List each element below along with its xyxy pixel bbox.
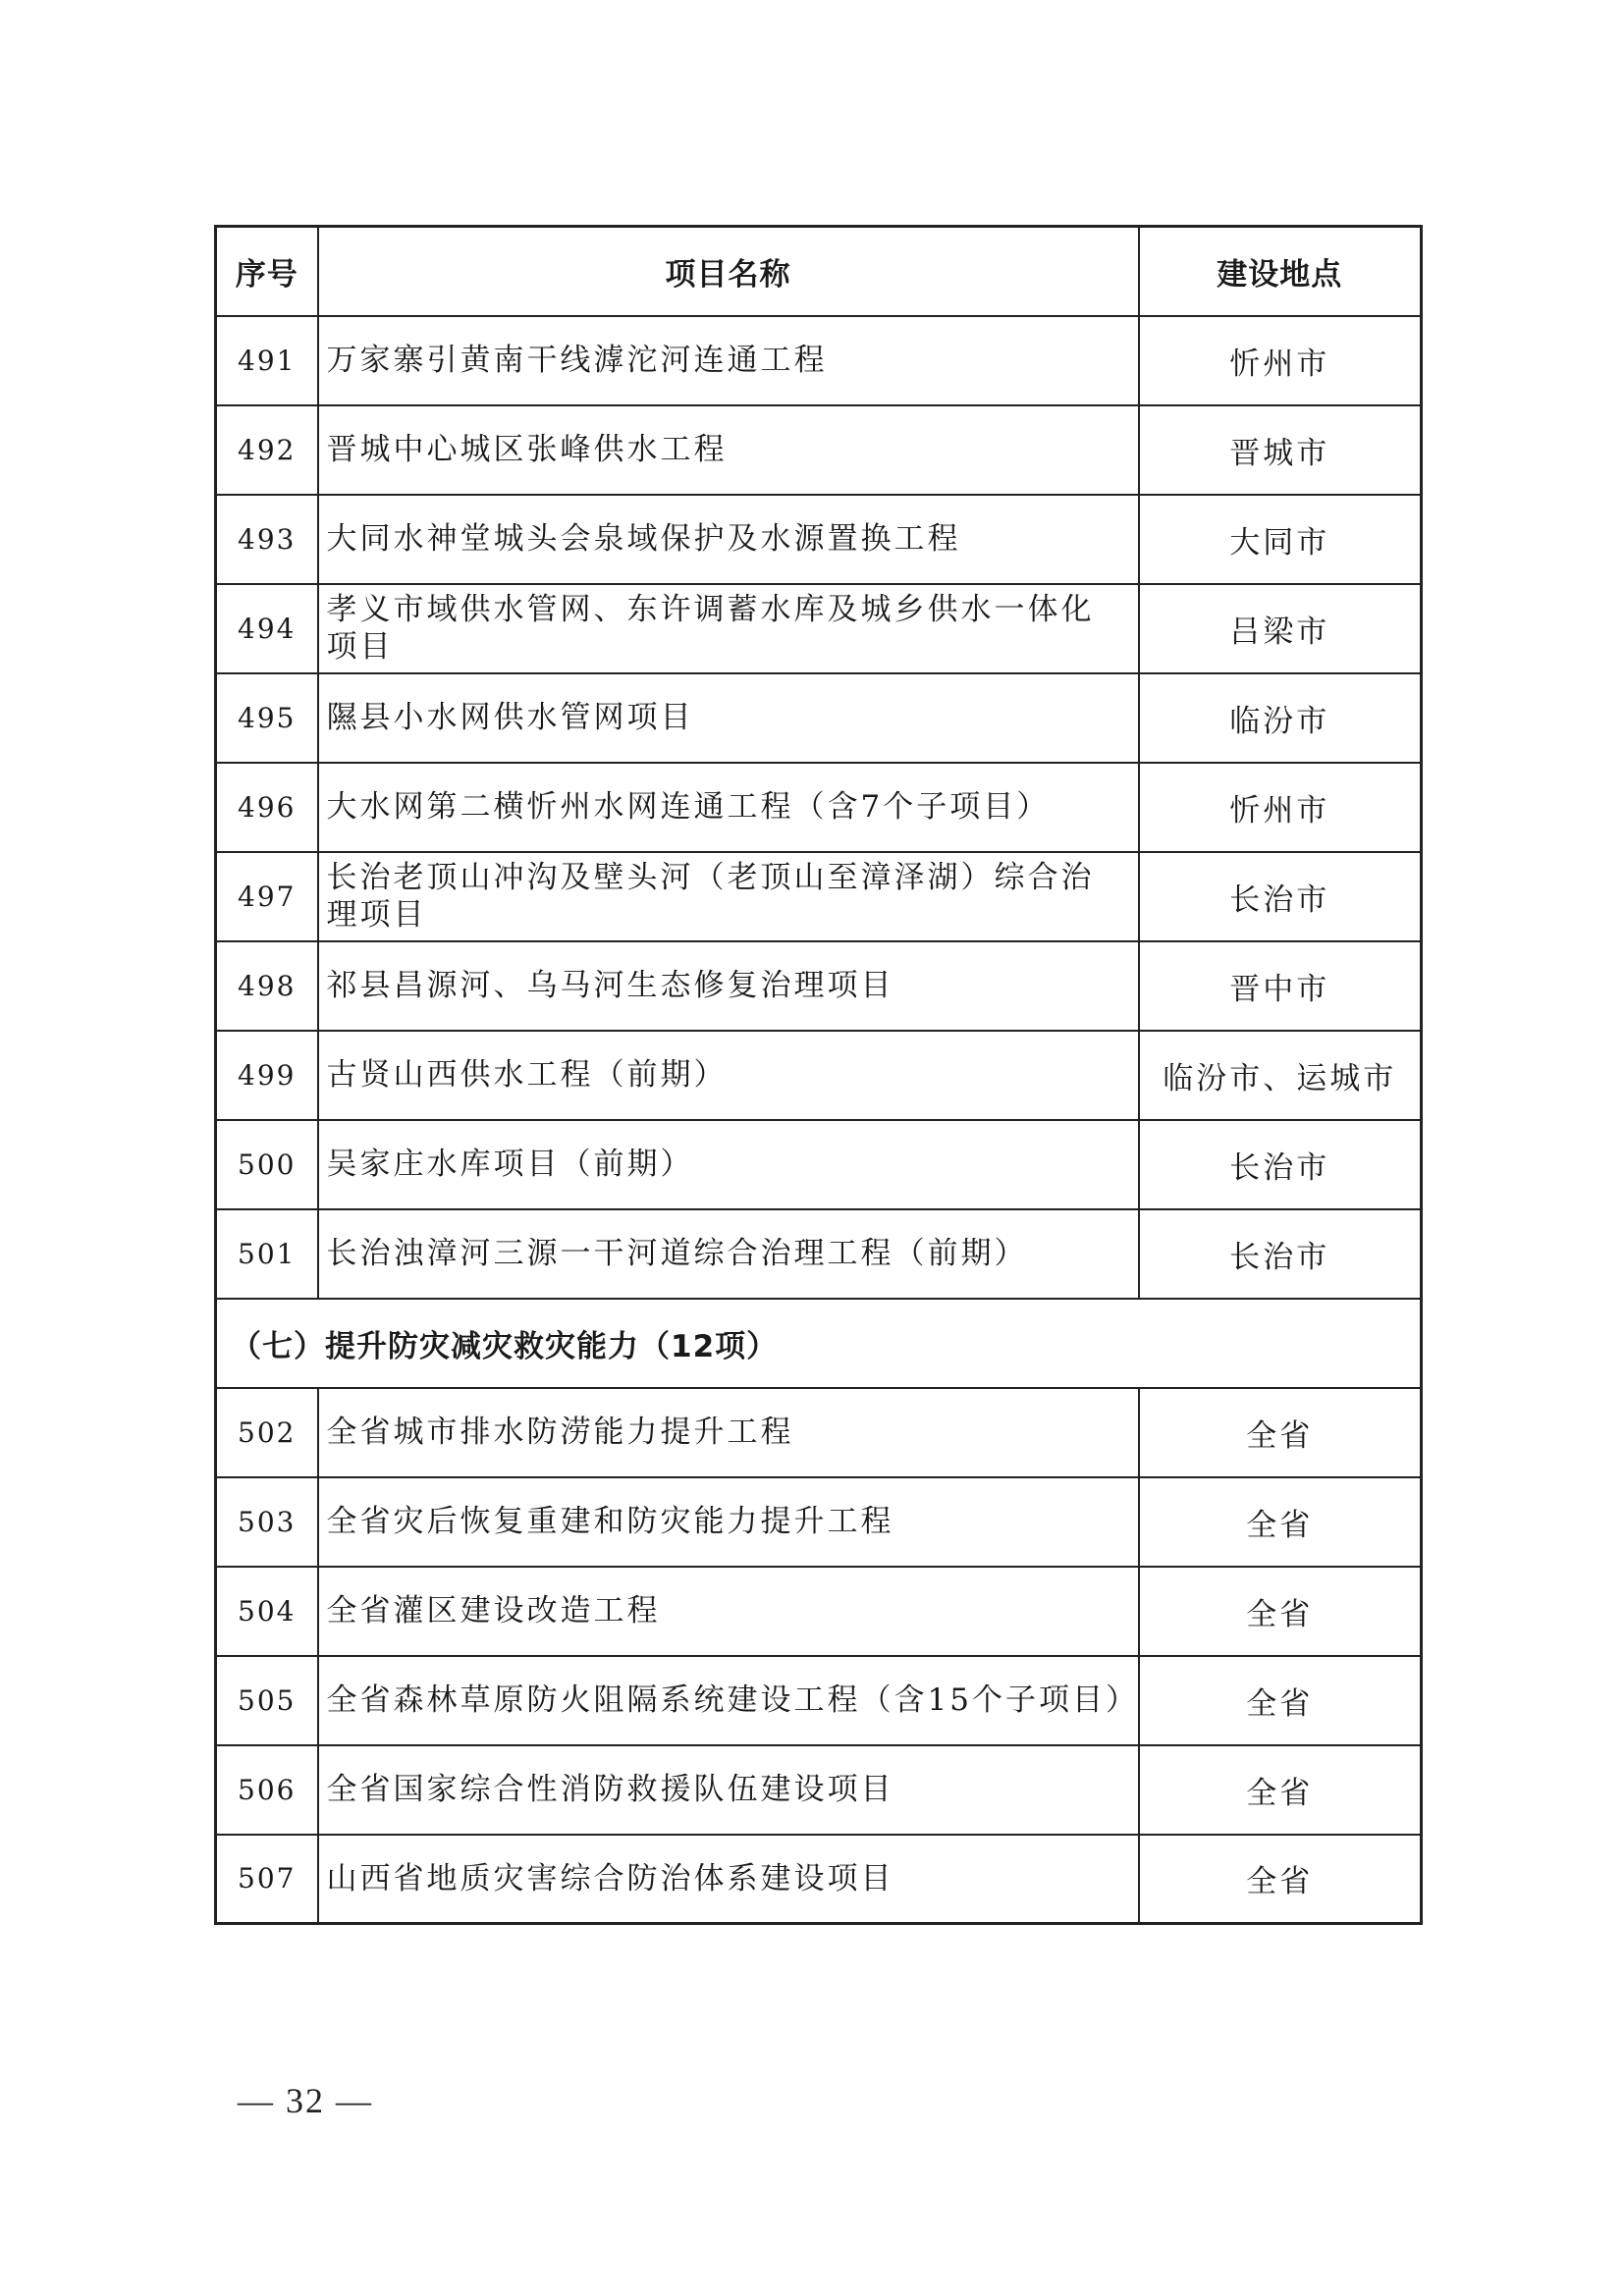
row-serial-number: 502 [216, 1388, 318, 1477]
project-table [214, 225, 1423, 1925]
table-row [216, 1477, 1422, 1567]
table-row [216, 1656, 1422, 1745]
section-title: （七）提升防灾减灾救灾能力（12项） [216, 1299, 1422, 1388]
row-project-name: 全省灌区建设改造工程 [318, 1567, 1139, 1656]
row-serial-number: 507 [216, 1835, 318, 1924]
row-serial-number: 503 [216, 1477, 318, 1567]
table-row [216, 405, 1422, 495]
table-body-after [216, 1388, 1422, 1924]
row-serial-number: 497 [216, 852, 318, 941]
table-row [216, 316, 1422, 405]
table-row [216, 1209, 1422, 1299]
row-project-name: 全省灾后恢复重建和防灾能力提升工程 [318, 1477, 1139, 1567]
table-body-before [216, 316, 1422, 1299]
row-serial-number: 491 [216, 316, 318, 405]
row-project-name: 孝义市域供水管网、东许调蓄水库及城乡供水一体化项目 [318, 584, 1139, 673]
row-serial-number: 492 [216, 405, 318, 495]
row-location: 全省 [1139, 1835, 1422, 1924]
row-project-name: 隰县小水网供水管网项目 [318, 673, 1139, 763]
row-location: 全省 [1139, 1388, 1422, 1477]
row-project-name: 长治老顶山冲沟及壁头河（老顶山至漳泽湖）综合治理项目 [318, 852, 1139, 941]
table-row [216, 495, 1422, 584]
table-row [216, 941, 1422, 1031]
row-project-name: 万家寨引黄南干线滹沱河连通工程 [318, 316, 1139, 405]
row-location: 吕梁市 [1139, 584, 1422, 673]
row-serial-number: 500 [216, 1120, 318, 1209]
section-row [216, 1299, 1422, 1388]
row-project-name: 晋城中心城区张峰供水工程 [318, 405, 1139, 495]
table-row [216, 1120, 1422, 1209]
row-location: 全省 [1139, 1656, 1422, 1745]
table-row [216, 584, 1422, 673]
row-serial-number: 504 [216, 1567, 318, 1656]
row-project-name: 大同水神堂城头会泉域保护及水源置换工程 [318, 495, 1139, 584]
table-row [216, 1567, 1422, 1656]
table-row [216, 673, 1422, 763]
header-serial-number: 序号 [216, 227, 318, 316]
table-header-row [216, 227, 1422, 316]
row-serial-number: 496 [216, 763, 318, 852]
table-row [216, 763, 1422, 852]
row-location: 晋中市 [1139, 941, 1422, 1031]
row-project-name: 全省城市排水防涝能力提升工程 [318, 1388, 1139, 1477]
page-number: — 32 — [238, 2081, 373, 2120]
row-location: 长治市 [1139, 1120, 1422, 1209]
row-serial-number: 499 [216, 1031, 318, 1120]
row-location: 晋城市 [1139, 405, 1422, 495]
section-block [216, 1299, 1422, 1388]
row-serial-number: 493 [216, 495, 318, 584]
row-location: 长治市 [1139, 852, 1422, 941]
row-location: 全省 [1139, 1567, 1422, 1656]
row-serial-number: 505 [216, 1656, 318, 1745]
row-serial-number: 498 [216, 941, 318, 1031]
table-row [216, 852, 1422, 941]
row-location: 大同市 [1139, 495, 1422, 584]
table-row [216, 1031, 1422, 1120]
row-serial-number: 495 [216, 673, 318, 763]
row-location: 长治市 [1139, 1209, 1422, 1299]
table-row [216, 1745, 1422, 1835]
table-row [216, 1835, 1422, 1924]
row-location: 忻州市 [1139, 763, 1422, 852]
row-serial-number: 494 [216, 584, 318, 673]
row-project-name: 大水网第二横忻州水网连通工程（含7个子项目） [318, 763, 1139, 852]
row-serial-number: 501 [216, 1209, 318, 1299]
row-project-name: 山西省地质灾害综合防治体系建设项目 [318, 1835, 1139, 1924]
row-location: 全省 [1139, 1745, 1422, 1835]
table-row [216, 1388, 1422, 1477]
row-location: 忻州市 [1139, 316, 1422, 405]
row-project-name: 全省森林草原防火阻隔系统建设工程（含15个子项目） [318, 1656, 1139, 1745]
row-project-name: 祁县昌源河、乌马河生态修复治理项目 [318, 941, 1139, 1031]
row-serial-number: 506 [216, 1745, 318, 1835]
row-location: 全省 [1139, 1477, 1422, 1567]
row-project-name: 吴家庄水库项目（前期） [318, 1120, 1139, 1209]
row-location: 临汾市、运城市 [1139, 1031, 1422, 1120]
row-project-name: 古贤山西供水工程（前期） [318, 1031, 1139, 1120]
header-project-name: 项目名称 [318, 227, 1139, 316]
row-project-name: 长治浊漳河三源一干河道综合治理工程（前期） [318, 1209, 1139, 1299]
header-location: 建设地点 [1139, 227, 1422, 316]
row-location: 临汾市 [1139, 673, 1422, 763]
row-project-name: 全省国家综合性消防救援队伍建设项目 [318, 1745, 1139, 1835]
